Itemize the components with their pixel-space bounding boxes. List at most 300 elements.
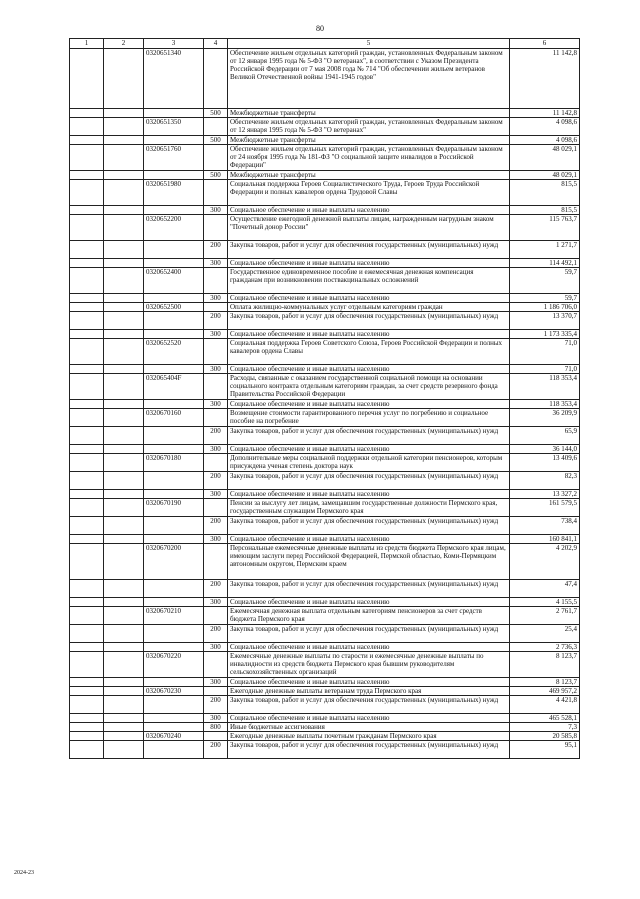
empty-cell bbox=[70, 741, 104, 759]
target-code-cell bbox=[144, 643, 204, 652]
expense-type-cell: 200 bbox=[204, 741, 228, 759]
header-cell: 5 bbox=[228, 39, 510, 49]
item-name-cell: Социальное обеспечение и иные выплаты населению bbox=[228, 490, 510, 499]
target-code-cell bbox=[144, 580, 204, 598]
item-name-cell: Оплата жилищно-коммунальных услуг отдельным категориям граждан bbox=[228, 303, 510, 312]
target-code-cell bbox=[144, 294, 204, 303]
empty-cell bbox=[70, 607, 104, 625]
expense-type-cell bbox=[204, 215, 228, 241]
empty-cell bbox=[70, 365, 104, 374]
expense-type-cell: 500 bbox=[204, 136, 228, 145]
item-name-cell: Возмещение стоимости гарантированного перечня услуг по погребению и социальное пособие на погребение bbox=[228, 409, 510, 427]
target-code-cell bbox=[144, 741, 204, 759]
amount-cell: 118 353,4 bbox=[510, 374, 580, 400]
empty-cell bbox=[70, 330, 104, 339]
target-code-cell bbox=[144, 206, 204, 215]
empty-cell bbox=[104, 499, 144, 517]
empty-cell bbox=[70, 241, 104, 259]
empty-cell bbox=[104, 294, 144, 303]
target-code-cell: 0320651340 bbox=[144, 49, 204, 109]
target-code-cell: 0320670210 bbox=[144, 607, 204, 625]
target-code-cell bbox=[144, 312, 204, 330]
target-code-cell: 0320670230 bbox=[144, 687, 204, 696]
table-row bbox=[70, 180, 580, 206]
table-row bbox=[70, 427, 580, 445]
amount-cell: 4 098,6 bbox=[510, 136, 580, 145]
empty-cell bbox=[70, 652, 104, 678]
item-name-cell: Социальное обеспечение и иные выплаты населению bbox=[228, 535, 510, 544]
empty-cell bbox=[70, 427, 104, 445]
target-code-cell: 0320651760 bbox=[144, 145, 204, 171]
table-header-row bbox=[70, 39, 580, 49]
expense-type-cell: 300 bbox=[204, 259, 228, 268]
empty-cell bbox=[104, 544, 144, 580]
target-code-cell bbox=[144, 241, 204, 259]
amount-cell: 48 029,1 bbox=[510, 171, 580, 180]
target-code-cell bbox=[144, 678, 204, 687]
empty-cell bbox=[70, 206, 104, 215]
expense-type-cell: 300 bbox=[204, 206, 228, 215]
item-name-cell: Социальное обеспечение и иные выплаты населению bbox=[228, 598, 510, 607]
empty-cell bbox=[70, 294, 104, 303]
table-row bbox=[70, 535, 580, 544]
empty-cell bbox=[70, 339, 104, 365]
item-name-cell: Социальное обеспечение и иные выплаты населению bbox=[228, 714, 510, 723]
item-name-cell: Межбюджетные трансферты bbox=[228, 171, 510, 180]
table-row bbox=[70, 499, 580, 517]
item-name-cell: Закупка товаров, работ и услуг для обеспечения государственных (муниципальных) нужд bbox=[228, 241, 510, 259]
amount-cell: 114 492,1 bbox=[510, 259, 580, 268]
empty-cell bbox=[104, 259, 144, 268]
target-code-cell: 032065404F bbox=[144, 374, 204, 400]
table-row bbox=[70, 330, 580, 339]
item-name-cell: Расходы, связанные с оказанием государственной социальной помощи на основании социального контракта отдельным категориям граждан, за счет средств резервного фонда Правительства Российской Федерации bbox=[228, 374, 510, 400]
empty-cell bbox=[70, 535, 104, 544]
table-row bbox=[70, 732, 580, 741]
amount-cell: 8 123,7 bbox=[510, 678, 580, 687]
amount-cell: 36 209,9 bbox=[510, 409, 580, 427]
item-name-cell: Социальное обеспечение и иные выплаты населению bbox=[228, 294, 510, 303]
amount-cell: 160 841,1 bbox=[510, 535, 580, 544]
expense-type-cell: 300 bbox=[204, 445, 228, 454]
empty-cell bbox=[70, 215, 104, 241]
empty-cell bbox=[70, 723, 104, 732]
expense-type-cell bbox=[204, 607, 228, 625]
table-row bbox=[70, 118, 580, 136]
item-name-cell: Социальная поддержка Героев Социалистического Труда, Героев Труда Российской Федерации и полных кавалеров ордена Трудовой Славы bbox=[228, 180, 510, 206]
table-row bbox=[70, 268, 580, 294]
expense-type-cell: 200 bbox=[204, 696, 228, 714]
expense-type-cell: 300 bbox=[204, 365, 228, 374]
target-code-cell bbox=[144, 171, 204, 180]
empty-cell bbox=[70, 145, 104, 171]
empty-cell bbox=[70, 687, 104, 696]
item-name-cell: Закупка товаров, работ и услуг для обеспечения государственных (муниципальных) нужд bbox=[228, 741, 510, 759]
expense-type-cell bbox=[204, 499, 228, 517]
table-row bbox=[70, 49, 580, 109]
amount-cell: 59,7 bbox=[510, 294, 580, 303]
table-row bbox=[70, 517, 580, 535]
empty-cell bbox=[104, 409, 144, 427]
empty-cell bbox=[70, 625, 104, 643]
empty-cell bbox=[70, 490, 104, 499]
empty-cell bbox=[104, 580, 144, 598]
item-name-cell: Ежегодные денежные выплаты почетным гражданам Пермского края bbox=[228, 732, 510, 741]
amount-cell: 36 144,0 bbox=[510, 445, 580, 454]
empty-cell bbox=[70, 454, 104, 472]
empty-cell bbox=[70, 714, 104, 723]
empty-cell bbox=[104, 365, 144, 374]
expense-type-cell: 300 bbox=[204, 535, 228, 544]
target-code-cell: 0320652200 bbox=[144, 215, 204, 241]
target-code-cell bbox=[144, 696, 204, 714]
expense-type-cell: 200 bbox=[204, 241, 228, 259]
item-name-cell: Закупка товаров, работ и услуг для обеспечения государственных (муниципальных) нужд bbox=[228, 517, 510, 535]
target-code-cell bbox=[144, 330, 204, 339]
page-number: 80 bbox=[316, 24, 324, 33]
empty-cell bbox=[104, 687, 144, 696]
expense-type-cell: 500 bbox=[204, 171, 228, 180]
item-name-cell: Социальное обеспечение и иные выплаты населению bbox=[228, 400, 510, 409]
expense-type-cell: 500 bbox=[204, 109, 228, 118]
empty-cell bbox=[104, 215, 144, 241]
empty-cell bbox=[104, 339, 144, 365]
expense-type-cell: 200 bbox=[204, 427, 228, 445]
table-row bbox=[70, 454, 580, 472]
amount-cell: 1 271,7 bbox=[510, 241, 580, 259]
empty-cell bbox=[104, 535, 144, 544]
empty-cell bbox=[70, 517, 104, 535]
table-row bbox=[70, 409, 580, 427]
expense-type-cell: 300 bbox=[204, 294, 228, 303]
empty-cell bbox=[70, 259, 104, 268]
amount-cell: 13 327,2 bbox=[510, 490, 580, 499]
expense-type-cell: 300 bbox=[204, 330, 228, 339]
table-row bbox=[70, 687, 580, 696]
target-code-cell bbox=[144, 400, 204, 409]
amount-cell: 11 142,8 bbox=[510, 109, 580, 118]
expense-type-cell: 200 bbox=[204, 517, 228, 535]
table-row bbox=[70, 607, 580, 625]
target-code-cell bbox=[144, 490, 204, 499]
empty-cell bbox=[104, 49, 144, 109]
empty-cell bbox=[104, 723, 144, 732]
amount-cell: 7,3 bbox=[510, 723, 580, 732]
empty-cell bbox=[70, 180, 104, 206]
target-code-cell: 0320652520 bbox=[144, 339, 204, 365]
target-code-cell: 0320652500 bbox=[144, 303, 204, 312]
amount-cell: 47,4 bbox=[510, 580, 580, 598]
table-row bbox=[70, 696, 580, 714]
expense-type-cell bbox=[204, 339, 228, 365]
expense-type-cell bbox=[204, 409, 228, 427]
item-name-cell: Государственное единовременное пособие и ежемесячная денежная компенсация гражданам при возникновении поствакцинальных осложнений bbox=[228, 268, 510, 294]
item-name-cell: Закупка товаров, работ и услуг для обеспечения государственных (муниципальных) нужд bbox=[228, 312, 510, 330]
table-row bbox=[70, 339, 580, 365]
empty-cell bbox=[104, 136, 144, 145]
expense-type-cell bbox=[204, 303, 228, 312]
empty-cell bbox=[70, 303, 104, 312]
item-name-cell: Иные бюджетные ассигнования bbox=[228, 723, 510, 732]
expense-type-cell: 300 bbox=[204, 490, 228, 499]
target-code-cell bbox=[144, 714, 204, 723]
budget-table bbox=[69, 38, 580, 759]
item-name-cell: Социальная поддержка Героев Советского Союза, Героев Российской Федерации и полных кавалеров ордена Славы bbox=[228, 339, 510, 365]
item-name-cell: Обеспечение жильем отдельных категорий граждан, установленных Федеральным законом от 12 января 1995 года № 5-ФЗ "О ветеранах" bbox=[228, 118, 510, 136]
expense-type-cell: 300 bbox=[204, 400, 228, 409]
expense-type-cell: 200 bbox=[204, 472, 228, 490]
expense-type-cell bbox=[204, 180, 228, 206]
empty-cell bbox=[104, 445, 144, 454]
expense-type-cell: 300 bbox=[204, 678, 228, 687]
target-code-cell: 0320670180 bbox=[144, 454, 204, 472]
empty-cell bbox=[104, 643, 144, 652]
empty-cell bbox=[104, 109, 144, 118]
empty-cell bbox=[70, 580, 104, 598]
expense-type-cell: 200 bbox=[204, 625, 228, 643]
target-code-cell bbox=[144, 427, 204, 445]
empty-cell bbox=[70, 678, 104, 687]
amount-cell: 4 155,5 bbox=[510, 598, 580, 607]
expense-type-cell bbox=[204, 145, 228, 171]
expense-type-cell: 200 bbox=[204, 312, 228, 330]
empty-cell bbox=[70, 732, 104, 741]
header-cell: 4 bbox=[204, 39, 228, 49]
target-code-cell bbox=[144, 625, 204, 643]
item-name-cell: Закупка товаров, работ и услуг для обеспечения государственных (муниципальных) нужд bbox=[228, 472, 510, 490]
empty-cell bbox=[70, 374, 104, 400]
amount-cell: 815,5 bbox=[510, 180, 580, 206]
table-row bbox=[70, 145, 580, 171]
item-name-cell: Социальное обеспечение и иные выплаты населению bbox=[228, 330, 510, 339]
expense-type-cell: 300 bbox=[204, 643, 228, 652]
table-row bbox=[70, 171, 580, 180]
item-name-cell: Закупка товаров, работ и услуг для обеспечения государственных (муниципальных) нужд bbox=[228, 696, 510, 714]
table-row bbox=[70, 215, 580, 241]
target-code-cell bbox=[144, 723, 204, 732]
empty-cell bbox=[70, 171, 104, 180]
empty-cell bbox=[70, 136, 104, 145]
amount-cell: 59,7 bbox=[510, 268, 580, 294]
item-name-cell: Персональные ежемесячные денежные выплаты из средств бюджета Пермского края лицам, имеющим заслуги перед Российской Федерацией, Пермской областью, Коми-Пермяцким автономным округом, Пермским краем bbox=[228, 544, 510, 580]
target-code-cell: 0320670190 bbox=[144, 499, 204, 517]
table-row bbox=[70, 598, 580, 607]
amount-cell: 71,0 bbox=[510, 365, 580, 374]
target-code-cell bbox=[144, 517, 204, 535]
target-code-cell: 0320670240 bbox=[144, 732, 204, 741]
amount-cell: 1 173 335,4 bbox=[510, 330, 580, 339]
empty-cell bbox=[104, 241, 144, 259]
empty-cell bbox=[104, 145, 144, 171]
empty-cell bbox=[70, 409, 104, 427]
expense-type-cell bbox=[204, 118, 228, 136]
table-row bbox=[70, 741, 580, 759]
empty-cell bbox=[104, 118, 144, 136]
empty-cell bbox=[104, 312, 144, 330]
empty-cell bbox=[104, 696, 144, 714]
table-row bbox=[70, 400, 580, 409]
item-name-cell: Закупка товаров, работ и услуг для обеспечения государственных (муниципальных) нужд bbox=[228, 625, 510, 643]
item-name-cell: Ежемесячная денежная выплата отдельным категориям пенсионеров за счет средств бюджета Пермского края bbox=[228, 607, 510, 625]
target-code-cell: 0320670200 bbox=[144, 544, 204, 580]
expense-type-cell bbox=[204, 544, 228, 580]
expense-type-cell bbox=[204, 49, 228, 109]
table-row bbox=[70, 206, 580, 215]
table-row bbox=[70, 643, 580, 652]
amount-cell: 4 421,8 bbox=[510, 696, 580, 714]
table-row bbox=[70, 723, 580, 732]
empty-cell bbox=[104, 180, 144, 206]
empty-cell bbox=[104, 732, 144, 741]
table-row bbox=[70, 472, 580, 490]
item-name-cell: Социальное обеспечение и иные выплаты населению bbox=[228, 678, 510, 687]
target-code-cell bbox=[144, 259, 204, 268]
empty-cell bbox=[104, 678, 144, 687]
amount-cell: 2 736,3 bbox=[510, 643, 580, 652]
amount-cell: 82,3 bbox=[510, 472, 580, 490]
item-name-cell: Ежемесячные денежные выплаты по старости и ежемесячные денежные выплаты по инвалидности из средств бюджета Пермского края бывшим руководителям сельскохозяйственных организаций bbox=[228, 652, 510, 678]
target-code-cell: 0320670220 bbox=[144, 652, 204, 678]
target-code-cell bbox=[144, 445, 204, 454]
empty-cell bbox=[104, 171, 144, 180]
empty-cell bbox=[104, 330, 144, 339]
target-code-cell bbox=[144, 109, 204, 118]
empty-cell bbox=[70, 268, 104, 294]
empty-cell bbox=[70, 544, 104, 580]
header-cell: 2 bbox=[104, 39, 144, 49]
empty-cell bbox=[104, 625, 144, 643]
expense-type-cell bbox=[204, 454, 228, 472]
header-cell: 6 bbox=[510, 39, 580, 49]
empty-cell bbox=[70, 49, 104, 109]
amount-cell: 115 763,7 bbox=[510, 215, 580, 241]
amount-cell: 2 761,7 bbox=[510, 607, 580, 625]
amount-cell: 48 029,1 bbox=[510, 145, 580, 171]
amount-cell: 13 409,6 bbox=[510, 454, 580, 472]
empty-cell bbox=[70, 118, 104, 136]
amount-cell: 465 528,1 bbox=[510, 714, 580, 723]
amount-cell: 118 353,4 bbox=[510, 400, 580, 409]
amount-cell: 1 186 706,0 bbox=[510, 303, 580, 312]
table-row bbox=[70, 241, 580, 259]
amount-cell: 161 579,5 bbox=[510, 499, 580, 517]
expense-type-cell: 200 bbox=[204, 580, 228, 598]
table-row bbox=[70, 714, 580, 723]
target-code-cell: 0320651980 bbox=[144, 180, 204, 206]
empty-cell bbox=[70, 499, 104, 517]
empty-cell bbox=[104, 303, 144, 312]
expense-type-cell bbox=[204, 374, 228, 400]
empty-cell bbox=[104, 741, 144, 759]
empty-cell bbox=[70, 643, 104, 652]
empty-cell bbox=[70, 472, 104, 490]
table-row bbox=[70, 678, 580, 687]
target-code-cell bbox=[144, 535, 204, 544]
empty-cell bbox=[104, 598, 144, 607]
item-name-cell: Дополнительные меры социальной поддержки отдельной категории пенсионеров, которым присуждена ученая степень доктора наук bbox=[228, 454, 510, 472]
empty-cell bbox=[104, 454, 144, 472]
table-row bbox=[70, 580, 580, 598]
empty-cell bbox=[104, 607, 144, 625]
empty-cell bbox=[104, 517, 144, 535]
footer-code: 2024-23 bbox=[14, 870, 34, 876]
expense-type-cell bbox=[204, 652, 228, 678]
expense-type-cell bbox=[204, 268, 228, 294]
item-name-cell: Межбюджетные трансферты bbox=[228, 136, 510, 145]
item-name-cell: Социальное обеспечение и иные выплаты населению bbox=[228, 365, 510, 374]
empty-cell bbox=[104, 714, 144, 723]
table-row bbox=[70, 136, 580, 145]
item-name-cell: Ежегодные денежные выплаты ветеранам труда Пермского края bbox=[228, 687, 510, 696]
table-row bbox=[70, 490, 580, 499]
empty-cell bbox=[104, 400, 144, 409]
empty-cell bbox=[104, 374, 144, 400]
amount-cell: 815,5 bbox=[510, 206, 580, 215]
table-row bbox=[70, 544, 580, 580]
amount-cell: 4 098,6 bbox=[510, 118, 580, 136]
empty-cell bbox=[104, 268, 144, 294]
target-code-cell bbox=[144, 472, 204, 490]
header-cell: 3 bbox=[144, 39, 204, 49]
amount-cell: 13 370,7 bbox=[510, 312, 580, 330]
amount-cell: 11 142,8 bbox=[510, 49, 580, 109]
table-row bbox=[70, 625, 580, 643]
target-code-cell: 0320670160 bbox=[144, 409, 204, 427]
amount-cell: 738,4 bbox=[510, 517, 580, 535]
target-code-cell: 0320652400 bbox=[144, 268, 204, 294]
table-row bbox=[70, 294, 580, 303]
item-name-cell: Межбюджетные трансферты bbox=[228, 109, 510, 118]
expense-type-cell bbox=[204, 732, 228, 741]
empty-cell bbox=[70, 400, 104, 409]
item-name-cell: Обеспечение жильем отдельных категорий граждан, установленных Федеральным законом от 24 ноября 1995 года № 181-ФЗ "О социальной защите инвалидов в Российской Федерации" bbox=[228, 145, 510, 171]
item-name-cell: Социальное обеспечение и иные выплаты населению bbox=[228, 445, 510, 454]
expense-type-cell: 300 bbox=[204, 714, 228, 723]
table-row bbox=[70, 303, 580, 312]
table-row bbox=[70, 652, 580, 678]
table-row bbox=[70, 109, 580, 118]
amount-cell: 71,0 bbox=[510, 339, 580, 365]
amount-cell: 65,9 bbox=[510, 427, 580, 445]
target-code-cell bbox=[144, 598, 204, 607]
item-name-cell: Социальное обеспечение и иные выплаты населению bbox=[228, 206, 510, 215]
item-name-cell: Осуществление ежегодной денежной выплаты лицам, награжденным нагрудным знаком "Почетный донор России" bbox=[228, 215, 510, 241]
amount-cell: 25,4 bbox=[510, 625, 580, 643]
empty-cell bbox=[70, 598, 104, 607]
amount-cell: 469 957,2 bbox=[510, 687, 580, 696]
table-row bbox=[70, 312, 580, 330]
empty-cell bbox=[104, 490, 144, 499]
amount-cell: 20 585,8 bbox=[510, 732, 580, 741]
item-name-cell: Социальное обеспечение и иные выплаты населению bbox=[228, 259, 510, 268]
amount-cell: 8 123,7 bbox=[510, 652, 580, 678]
expense-type-cell: 300 bbox=[204, 598, 228, 607]
table-row bbox=[70, 374, 580, 400]
empty-cell bbox=[104, 472, 144, 490]
empty-cell bbox=[70, 312, 104, 330]
item-name-cell: Обеспечение жильем отдельных категорий граждан, установленных Федеральным законом от 12 января 1995 года № 5-ФЗ "О ветеранах", в соответствии с Указом Президента Российской Федерации от 7 мая 2008 года № 714 "Об обеспечении жильем ветеранов Великой Отечественной войны 1941-1945 годов" bbox=[228, 49, 510, 109]
expense-type-cell bbox=[204, 687, 228, 696]
amount-cell: 4 202,9 bbox=[510, 544, 580, 580]
empty-cell bbox=[70, 696, 104, 714]
target-code-cell bbox=[144, 136, 204, 145]
table-row bbox=[70, 365, 580, 374]
target-code-cell: 0320651350 bbox=[144, 118, 204, 136]
empty-cell bbox=[104, 652, 144, 678]
target-code-cell bbox=[144, 365, 204, 374]
table-row bbox=[70, 259, 580, 268]
empty-cell bbox=[70, 109, 104, 118]
